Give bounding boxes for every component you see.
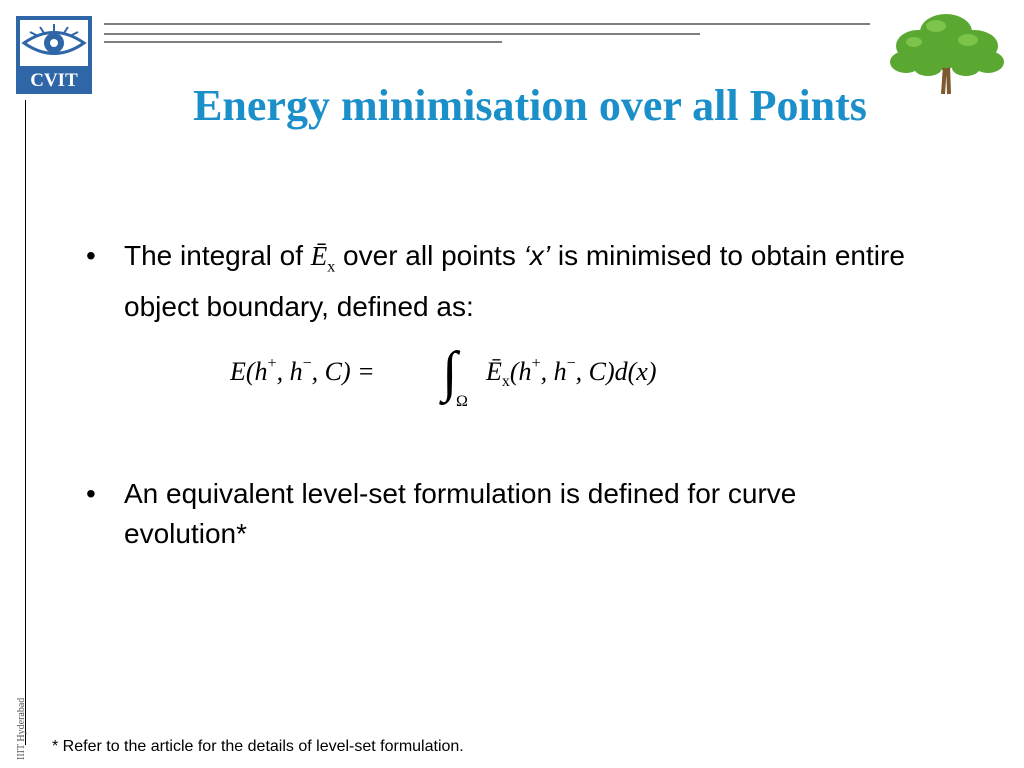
math-symbol: $Ē_x$ [310, 241, 336, 276]
svg-text:∫: ∫ [442, 341, 458, 403]
svg-text:Ω: Ω [456, 393, 468, 410]
quoted-x: ‘x’ [523, 240, 551, 271]
header-rules [100, 22, 880, 46]
svg-text:Ēx(h+, h−, C)d(x): $Ē_x(h^+$, h−, C)d(x) [486, 355, 657, 390]
bullet-text: An equivalent level-set formulation is defined for curve evolution* [124, 478, 797, 549]
slide-title: Energy minimisation over all Points [193, 81, 867, 130]
bullet-marker: • [86, 240, 96, 271]
footnote: * Refer to the article for the details of level-set formulation. [52, 738, 464, 755]
left-vertical-rule [25, 100, 26, 745]
svg-text:E(h+, h−, C) =: E(h+, h−, C) = [230, 355, 375, 386]
logo-text: CVIT [30, 70, 78, 91]
energy-formula [230, 338, 750, 418]
side-label: IIIT Hyderabad [16, 697, 27, 760]
bullet-marker: • [86, 478, 96, 509]
bullet-item-2 [86, 474, 916, 554]
bullet-item-1 [86, 236, 916, 327]
bullet-text: The integral of $Ē_x$ over all points ‘x’ is minimised to obtain entire object boundary, defined as: [124, 240, 905, 323]
